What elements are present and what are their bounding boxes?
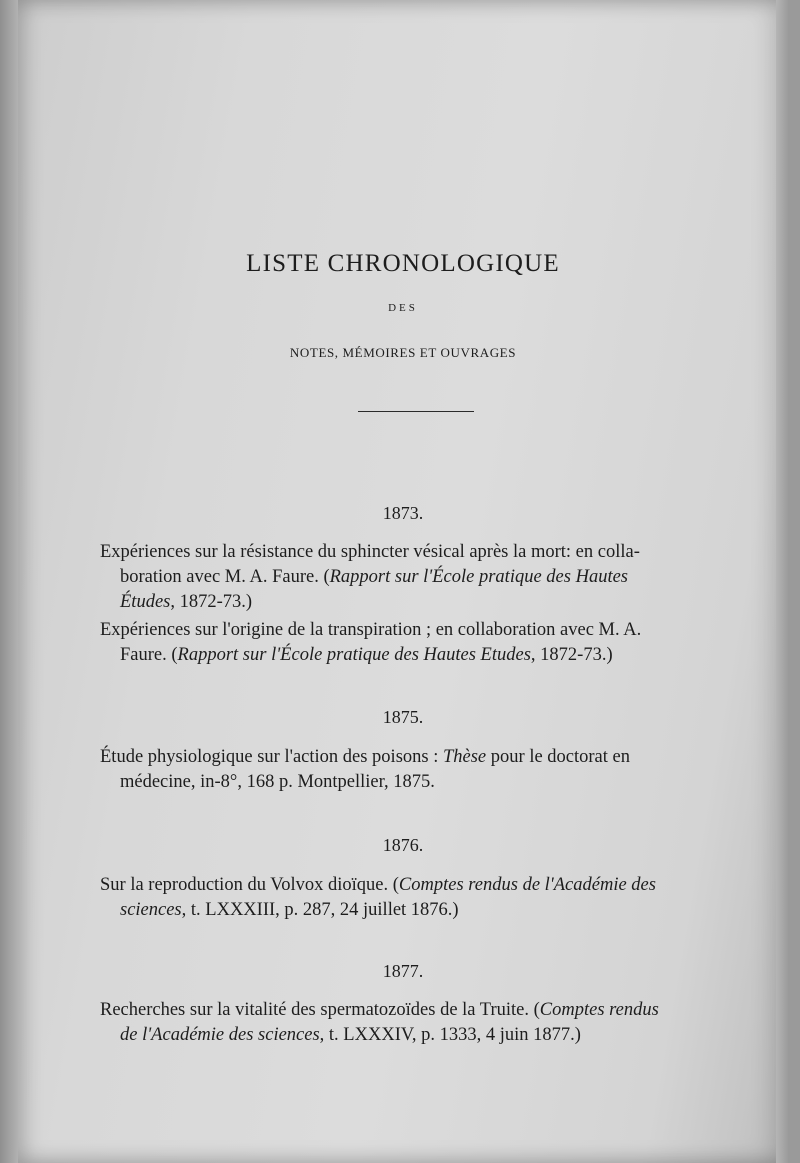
entry-1875-1 [100, 745, 740, 795]
entry-italic: Études [120, 592, 171, 612]
entry-1873-2 [100, 618, 740, 668]
entry-line: Expériences sur l'origine de la transpiration ; en collaboration avec M. A. [100, 620, 642, 640]
entry-line: Expériences sur la résistance du sphincter vésical après la mort: en colla- [100, 542, 640, 562]
page-title: LISTE CHRONOLOGIQUE [246, 250, 560, 277]
entry-line [100, 998, 740, 1023]
entry-1876-1 [100, 873, 740, 923]
title-rule [358, 411, 474, 412]
entry-text: Sur la reproduction du Volvox dioïque. ( [100, 875, 399, 895]
entry-1873-1 [100, 540, 740, 615]
document-page [18, 0, 788, 1163]
entry-text: , t. LXXXIII, p. 287, 24 juillet 1876.) [181, 900, 459, 920]
year-heading-1873: 1873. [382, 503, 424, 523]
entry-text: , t. LXXXIV, p. 1333, 4 juin 1877.) [319, 1025, 581, 1045]
entry-line [100, 565, 740, 590]
entry-text: , 1872-73.) [530, 645, 613, 665]
page-subtitle-2: NOTES, MÉMOIRES ET OUVRAGES [289, 345, 517, 360]
year-heading-1876: 1876. [382, 835, 424, 855]
year-heading-1875: 1875. [382, 707, 424, 727]
entry-1877-1 [100, 998, 740, 1048]
entry-text: , 1872-73.) [170, 592, 253, 612]
entry-italic: Comptes rendus de l'Académie des [398, 875, 656, 895]
entry-text: Faure. ( [120, 645, 178, 665]
entry-line [100, 745, 740, 770]
entry-text: Recherches sur la vitalité des spermatozoïdes de la Truite. ( [100, 1000, 540, 1020]
entry-italic: Rapport sur l'École pratique des Hautes [329, 567, 628, 587]
entry-line [100, 643, 740, 668]
entry-italic: Thèse [442, 747, 487, 767]
page-edge-right [776, 0, 788, 1163]
entry-italic: de l'Académie des sciences [120, 1025, 320, 1045]
entry-line [100, 1023, 740, 1048]
entry-italic: sciences [120, 900, 182, 920]
entry-line [100, 873, 740, 898]
entry-text: Étude physiologique sur l'action des poisons : [100, 747, 443, 767]
entry-line [100, 898, 740, 923]
entry-italic: Comptes rendus [539, 1000, 659, 1020]
entry-italic: Rapport sur l'École pratique des Hautes Etudes [177, 645, 531, 665]
entry-line [100, 590, 740, 615]
page-edge-left [0, 0, 18, 1163]
entry-text: pour le doctorat en [486, 747, 630, 767]
year-heading-1877: 1877. [382, 961, 424, 981]
entry-line: médecine, in-8°, 168 p. Montpellier, 1875. [120, 772, 435, 792]
entry-text: boration avec M. A. Faure. ( [120, 567, 330, 587]
page-subtitle: DES [388, 302, 418, 314]
